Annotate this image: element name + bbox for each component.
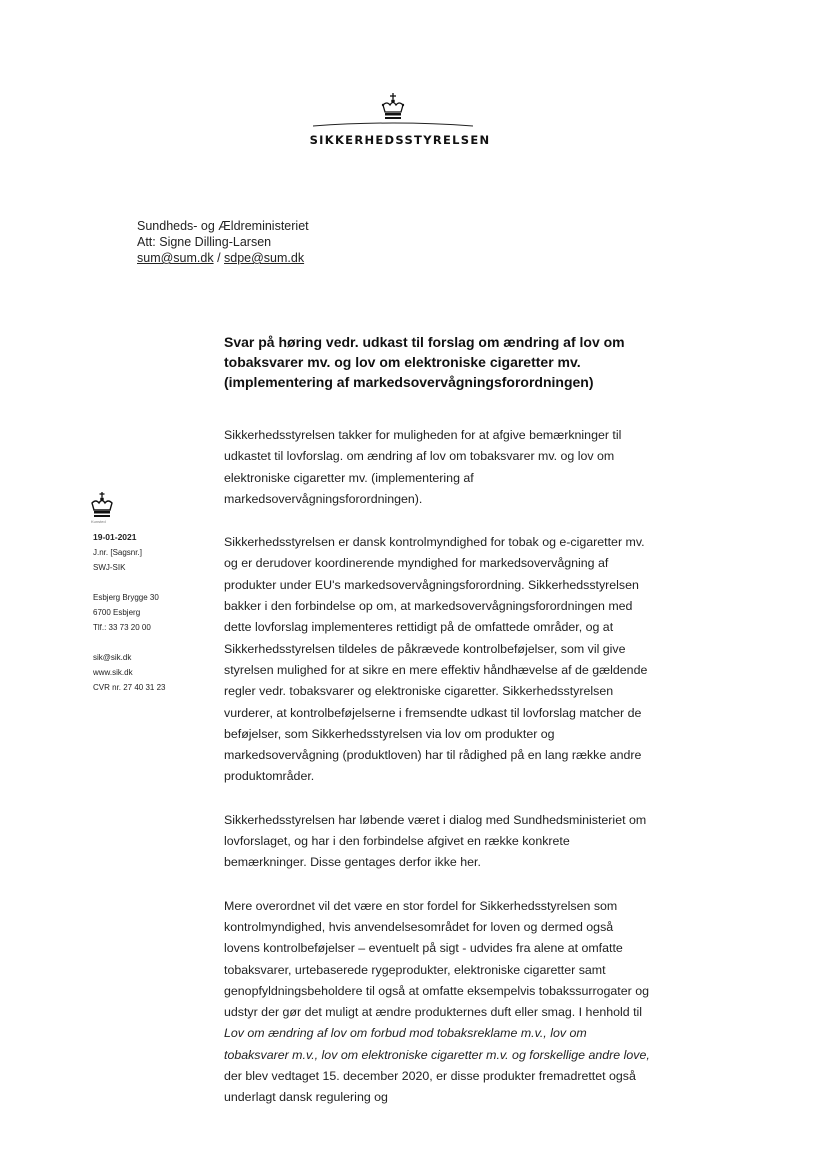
sender-city: 6700 Esbjerg [93,608,141,617]
crown-small-icon [89,491,115,519]
recipient-ministry: Sundheds- og Ældreministeriet [137,219,309,233]
brand-name: SIKKERHEDSSTYRELSEN [309,133,491,147]
sender-sidebar [93,530,166,695]
letterhead-divider [313,121,473,127]
crown-caption: Kunsted [91,519,106,524]
law-title: Lov om ændring af lov om forbud mod tobaksreklame m.v., lov om tobaksvarer m.v., lov om elektroniske cigaretter m.v. og forskellige andre love, [224,1026,650,1062]
journal-number: J.nr. [Sagsnr.] [93,548,142,557]
recipient-attention: Att: Signe Dilling-Larsen [137,235,272,249]
body-paragraph-1: Sikkerhedsstyrelsen takker for muligheden for at afgive bemærkninger til udkastet til lovforslag. om ændring af lov om tobaksvarer mv. og lov om elektroniske cigaretter mv. (implementering af markedsovervågningsforordningen). [224,428,622,506]
sender-street: Esbjerg Brygge 30 [93,593,159,602]
recipient-email-link[interactable]: sum@sum.dk [137,251,214,265]
sender-email[interactable]: sik@sik.dk [93,653,132,662]
body-paragraph-3: Sikkerhedsstyrelsen har løbende været i dialog med Sundhedsministeriet om lovforslaget, og har i den forbindelse afgivet en række konkrete bemærkninger. Disse gentages derfor ikke her. [224,812,647,870]
reference-code: SWJ-SIK [93,563,126,572]
recipient-emails [137,250,309,266]
recipient-email-link-2[interactable]: sdpe@sum.dk [224,251,305,265]
body-paragraph-2: Sikkerhedsstyrelsen er dansk kontrolmyndighed for tobak og e-cigaretter mv. og er derudover koordinerende myndighed for markedsovervågning af produkter under EU's markedsovervågningsforordning. Sikkerhedsstyrelsen bakker i den forbindelse op om, at markedsovervågningsforordningen med dette lovforslag implementeres rettidigt på de omfattede områder, og at Sikkerhedsstyrelsen tildeles de påkrævede kontrolbeføjelser, som vil give styrelsen mulighed for at sikre en mere effektiv håndhævelse af de gældende regler vedr. tobaksvarer og elektroniske cigaretter. Sikkerhedsstyrelsen vurderer, at kontrolbeføjelserne i fremsendte udkast til lovforslag matcher de beføjelser, som Sikkerhedsstyrelsen via lov om produkter og markedsovervågning (produktloven) har til rådighed på en lang række andre produktområder. [224,535,648,784]
crown-logo-icon [381,93,405,121]
body-paragraph-4-text-a: Mere overordnet vil det være en stor fordel for Sikkerhedsstyrelsen som kontrolmyndighed, hvis anvendelsesområdet for loven og dermed også lovens kontrolbeføjelser – eventuelt på sigt - udvides fra alene at omfatte tobaksvarer, urtebaserede rygeprodukter, elektroniske cigaretter samt genopfyldningsbeholdere til også at omfatte eksempelvis tobakssurrogater og udstyr der gør det muligt at ændre produkternes duft eller smag. I henhold til [224,898,649,1020]
letter-date: 19-01-2021 [93,532,137,542]
sender-cvr: CVR nr. 27 40 31 23 [93,683,166,692]
email-separator: / [213,251,225,265]
body-paragraph-4 [224,896,652,1109]
letter-body [224,425,652,1131]
letter-subject: Svar på høring vedr. udkast til forslag om ændring af lov om tobaksvarer mv. og lov om elektroniske cigaretter mv. (implementering af markedsovervågningsforordningen) [224,334,625,390]
recipient-address [137,218,309,266]
sender-website[interactable]: www.sik.dk [93,668,133,677]
sender-phone: Tlf.: 33 73 20 00 [93,623,151,632]
body-paragraph-4-text-b: der blev vedtaget 15. december 2020, er disse produkter fremadrettet også underlagt dansk regulering og [224,1069,636,1105]
